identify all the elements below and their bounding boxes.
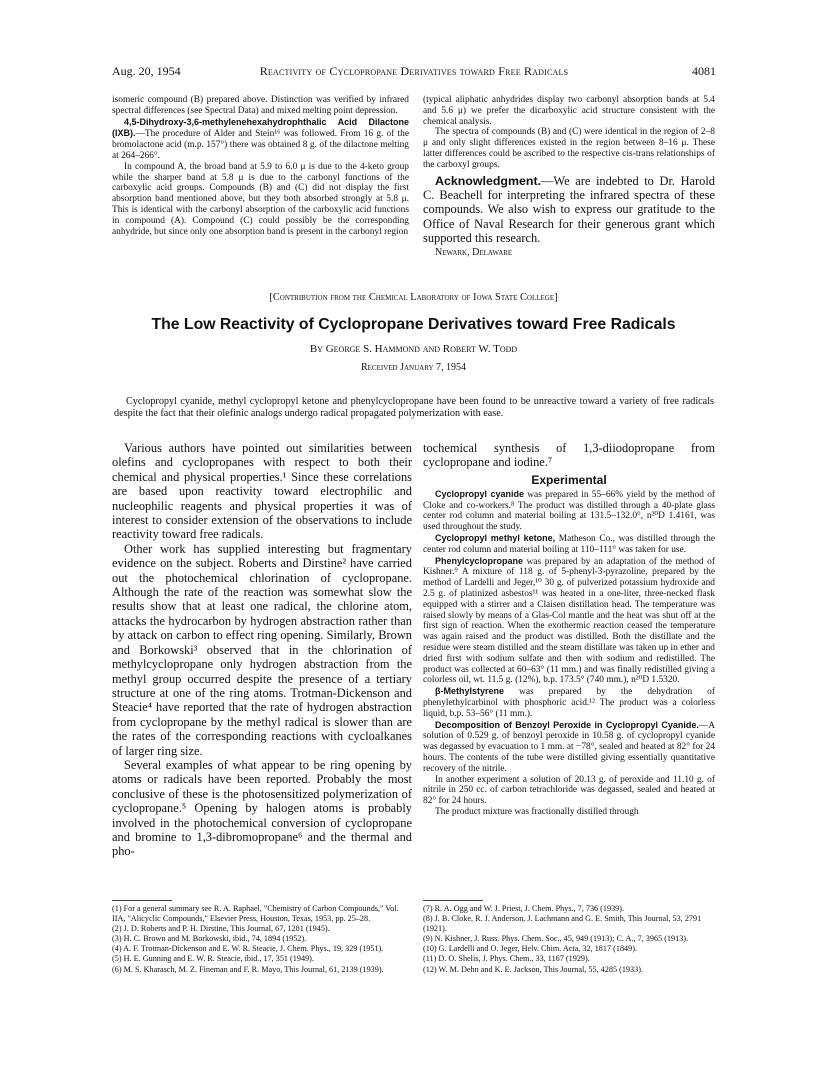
footnote: (9) N. Kishner, J. Russ. Phys. Chem. Soc., 45, 949 (1913); C. A., 7, 3965 (1913). xyxy=(423,934,689,944)
compound-text: was prepared by the dehydration of phenylethylcarbinol with phosphoric acid.¹² The product was a colorless liquid, b.p. 53–56° (11 mm.). xyxy=(423,687,715,719)
compound-heading: Cyclopropyl cyanide xyxy=(435,488,524,499)
compound-text: Matheson Co., was distilled through the center rod column and material boiling at 110–111° was taken for use. xyxy=(423,534,715,555)
article-title: The Low Reactivity of Cyclopropane Derivatives toward Free Radicals xyxy=(151,316,676,333)
experimental-another-experiment: In another experiment a solution of 20.13 g. of peroxide and 11.10 g. of nitrile in 250 cc. of carbon tetrachloride was degassed, sealed and heated at 82° for 24 hours. xyxy=(423,774,715,807)
header-page-number: 4081 xyxy=(692,64,716,78)
compound-heading: Cyclopropyl methyl ketone, xyxy=(435,533,556,543)
acknowledgment-heading: Acknowledgment. xyxy=(435,173,542,188)
footnote: (8) J. B. Cloke, R. J. Anderson, J. Lachmann and G. E. Smith, This Journal, 53, 2791 (1921). xyxy=(423,914,702,934)
body-left-paragraph-3: Several examples of what appear to be ring opening by atoms or radicals have been reported. Probably the most conclusive of these is the photosensitized polymerization of cyclopropane.⁵ Opening by halogen atoms is probably involved in the photochemical conversion of cyclopropane and bromine to 1,3-dibromopropane⁶ and the thermal and pho- xyxy=(112,757,412,859)
footnote: (10) G. Lardelli and O. Jeger, Helv. Chim. Acta, 32, 1817 (1849). xyxy=(423,944,638,954)
running-header xyxy=(112,64,716,82)
experimental-phenylcyclopropane xyxy=(423,556,715,687)
prev-article-right-column xyxy=(423,95,715,258)
acknowledgment xyxy=(423,174,715,246)
body-right-paragraph-0: tochemical synthesis of 1,3-diiodopropane from cyclopropane and iodine.⁷ xyxy=(423,441,715,470)
experimental-fractional-distillation: The product mixture was fractionally distilled through xyxy=(435,806,639,817)
footnote: (3) H. C. Brown and M. Borkowski, ibid., 74, 1894 (1952). xyxy=(112,934,307,944)
footnotes-left xyxy=(112,904,412,975)
prev-left-paragraph-2 xyxy=(112,117,409,162)
article-abstract: Cyclopropyl cyanide, methyl cyclopropyl ketone and phenylcyclopropane have been found to be unreactive toward a variety of free radicals despite the fact that their olefinic analogs undergo radical propagated polymerization with ease. xyxy=(114,396,714,419)
experimental-cyclopropyl-cyanide xyxy=(423,489,715,533)
prev-left-paragraph-3: In compound A, the broad band at 5.9 to 6.0 μ is due to the 4-keto group while the sharper band at 5.8 μ is due to the carbonyl functions of the carboxylic acid groups. Compounds (B) and (C) did not display the first absorption band mentioned above, but they both absorbed strongly at 5.8 μ. This is identical with the carbonyl absorption of the carboxylic acid functions in compound (A). Compound (C) could possibly be the corresponding anhydride, but since only one absorption band is present in the carbonyl region xyxy=(112,161,409,237)
compound-text: was prepared in 55–66% yield by the method of Cloke and co-workers.⁸ The product was distilled through a 40-plate glass center rod column and material boiling at 131.5–132.0°, n²⁰D 1.4161, was used throughout the study. xyxy=(423,489,715,533)
dilactone-text: —The procedure of Alder and Stein¹⁶ was followed. From 16 g. of the bromolactone acid (m.p. 157°) there was obtained 8 g. of the dilactone melting at 264–266°. xyxy=(112,129,409,161)
article-authors: By George S. Hammond and Robert W. Todd xyxy=(309,343,518,355)
compound-heading: β-Methylstyrene xyxy=(435,686,505,697)
footnote: (4) A. F. Trotman-Dickenson and E. W. R. Steacie, J. Chem. Phys., 19, 329 (1951). xyxy=(112,944,384,954)
footnote-rule-left xyxy=(112,900,172,901)
prev-article-location: Newark, Delaware xyxy=(435,246,513,258)
footnote: (1) For a general summary see R. A. Raphael, "Chemistry of Carbon Compounds," Vol. IIA, "Alicyclic Compounds," Elsevier Press, Houston, Texas, 1953, pp. 25–28. xyxy=(112,904,399,924)
footnote: (7) R. A. Ogg and W. J. Priest, J. Chem. Phys., 7, 736 (1939). xyxy=(423,904,625,913)
prev-article-left-column xyxy=(112,95,409,237)
body-left-paragraph-2: Other work has supplied interesting but fragmentary evidence on the subject. Roberts and Dirstine² have carried out the photochemical chlorination of cyclopropane. Although the rate of the reaction was somewhat slow the results show that at least one radical, the chlorine atom, attacks the hydrocarbon by hydrogen abstraction rather than by attack on carbon to effect ring opening. Similarly, Brown and Borkowski³ observed that in the chlorination of methylcyclopropane only hydrogen abstraction from the methyl group occurred despite the presence of a tertiary structure at one of the ring atoms. Trotman-Dickenson and Steacie⁴ have reported that the rate of hydrogen abstraction from cyclopropane by the methyl radical is slower than are the rates of the corresponding reactions with cycloalkanes of larger ring size. xyxy=(112,541,412,758)
compound-text: —A solution of 0.529 g. of benzoyl peroxide in 10.58 g. of cyclopropyl cyanide was degassed by evacuation to 1 mm. at −78°, sealed and heated at 82° for 24 hours. The contents of the tube were distilled giving essentially quantitative recovery of the nitrile. xyxy=(423,720,715,774)
body-right-column xyxy=(423,441,715,818)
header-date: Aug. 20, 1954 xyxy=(112,64,181,78)
experimental-heading: Experimental xyxy=(531,472,607,487)
acknowledgment-text: —We are indebted to Dr. Harold C. Beachell for interpreting the infrared spectra of these compounds. We also wish to express our gratitude to the Office of Naval Research for their generous grant which supported this research. xyxy=(423,173,715,246)
experimental-methylstyrene xyxy=(423,686,715,719)
contribution-line: [Contribution from the Chemical Laboratory of Iowa State College] xyxy=(269,292,558,303)
experimental-methyl-ketone xyxy=(423,533,715,556)
prev-right-paragraph-2: The spectra of compounds (B) and (C) were identical in the region of 2–8 μ and only slight differences existed in the region between 8–16 μ. These latter differences could be ascribed to the respective cis-trans relationships of the carboxyl groups. xyxy=(423,127,715,170)
experimental-decomposition xyxy=(423,720,715,775)
body-left-column xyxy=(112,441,412,859)
dilactone-heading: 4,5-Dihydroxy-3,6-methylenehexahydrophthalic Acid Dilactone (IXB). xyxy=(112,116,409,139)
received-date: Received January 7, 1954 xyxy=(360,362,467,373)
footnote: (2) J. D. Roberts and P. H. Dirstine, This Journal, 67, 1281 (1945). xyxy=(112,924,330,934)
header-running-title: Reactivity of Cyclopropane Derivatives toward Free Radicals xyxy=(259,64,569,78)
compound-heading: Phenylcyclopropane xyxy=(435,555,524,566)
footnote: (12) W. M. Dehn and K. E. Jackson, This Journal, 55, 4285 (1933). xyxy=(423,964,643,974)
compound-text: was prepared by an adaptation of the method of Kishner.⁹ A mixture of 118 g. of 5-phenyl-3-pyrazoline, prepared by the method of Lardelli and Jeger,¹⁰ 30 g. of pulverized potassium hydroxide and 2.5 g. of platinized asbestos¹¹ was heated in a one-liter, three-necked flask equipped with a stirrer and a Claisen distillation head. The temperature was raised slowly by means of a Glas-Col mantle and the heat was shut off at the first sign of reaction. When the exothermic reaction ceased the temperature was again raised and the product was distilled. Both the distillate and the residue were steam distilled and the steam distillate was taken up in ether and dried first with sodium sulfate and then with sodium and redistilled. The product was collected at 60–63° (11 mm.) and was finally redistilled giving a colorless oil, wt. 11.5 g. (12%), b.p. 173.5° (740 mm.), n²⁰D 1.5320. xyxy=(423,556,715,686)
footnote: (6) M. S. Kharasch, M. Z. Fineman and F. R. Mayo, This Journal, 61, 2139 (1939). xyxy=(112,964,384,974)
compound-heading: Decomposition of Benzoyl Peroxide in Cyclopropyl Cyanide. xyxy=(435,719,699,730)
prev-left-paragraph-1: isomeric compound (B) prepared above. Distinction was verified by infrared spectral differences (see Spectral Data) and mixed melting point depression. xyxy=(112,95,409,116)
footnote-rule-right xyxy=(423,900,483,901)
body-left-paragraph-1: Various authors have pointed out similarities between olefins and cyclopropanes with respect to both their chemical and physical properties.¹ Since these correlations are based upon reactivity toward electrophilic and nucleophilic reagents and physical properties it was of interest to consider extension of the observations to include reactivity toward free radicals. xyxy=(112,441,412,542)
footnotes-right xyxy=(423,904,715,975)
footnote: (11) D. O. Shelis, J. Phys. Chem., 33, 1167 (1929). xyxy=(423,954,590,964)
footnote: (5) H. E. Gunning and E. W. R. Steacie, ibid., 17, 351 (1949). xyxy=(112,954,314,964)
prev-right-paragraph-1: (typical aliphatic anhydrides display two carbonyl absorption bands at 5.4 and 5.6 μ) we prefer the dicarboxylic acid structure consistent with the chemical analysis. xyxy=(423,95,715,127)
